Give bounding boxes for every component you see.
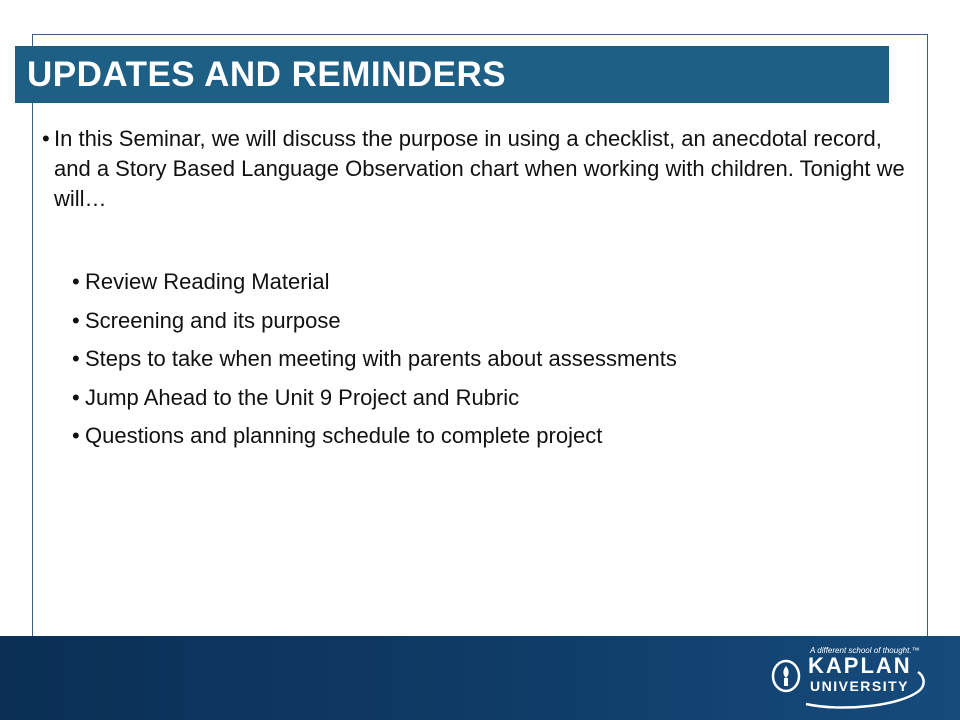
intro-bullet: • [42, 126, 50, 151]
slide-title: UPDATES AND REMINDERS [27, 55, 507, 94]
brand-subname: UNIVERSITY [810, 678, 910, 694]
agenda-item: • Screening and its purpose [72, 306, 912, 345]
agenda-item: • Jump Ahead to the Unit 9 Project and Rubric [72, 383, 912, 422]
agenda-item: • Review Reading Material [72, 267, 912, 306]
brand-name: KAPLAN [808, 653, 912, 678]
kaplan-lamp-icon [770, 658, 802, 694]
footer-tagline: A different school of thought.™ [810, 646, 920, 655]
intro-text: In this Seminar, we will discuss the purpose in using a checklist, an anecdotal record, and a Story Based Language Observation chart when working with children. Tonight we will… [54, 126, 905, 211]
agenda-item: • Steps to take when meeting with parents about assessments [72, 344, 912, 383]
title-bar [15, 46, 889, 103]
agenda-item: • Questions and planning schedule to complete project [72, 421, 912, 460]
agenda-list [72, 267, 912, 460]
